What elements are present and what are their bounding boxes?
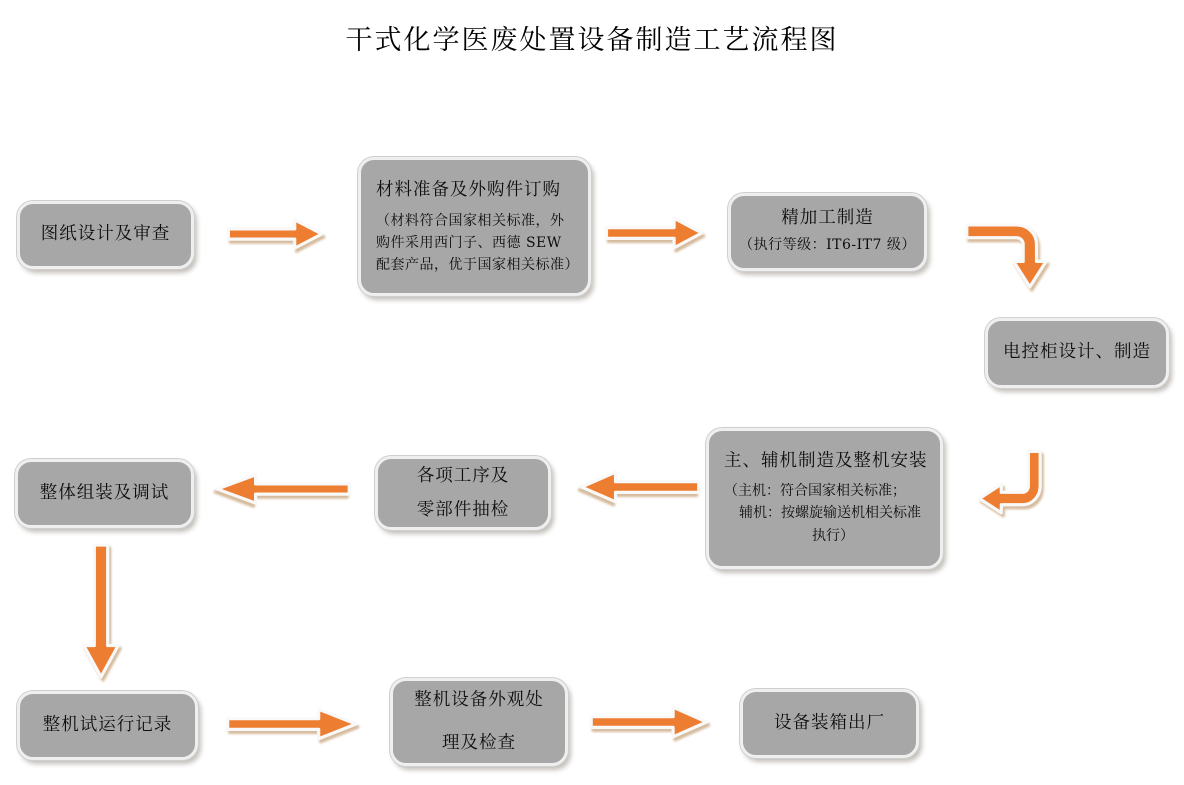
note-line-1: （主机：符合国家相关标准； (724, 482, 906, 499)
node-label: 图纸设计及审查 (40, 224, 171, 245)
node-design-review (17, 201, 194, 269)
node-note: （执行等级：IT6-IT7 级） (739, 236, 916, 253)
node-label: 设备装箱出厂 (774, 712, 885, 733)
node-label: 电控柜设计、制造 (1003, 342, 1151, 363)
label-line-1: 整机设备外观处 (414, 690, 544, 711)
node-main-aux-manufacture (706, 428, 943, 569)
node-process-sampling (375, 456, 551, 530)
node-label: 整机试运行记录 (42, 714, 173, 735)
arrow-material-to-machining-icon (603, 210, 707, 256)
label-line-1: 各项工序及 (416, 465, 510, 486)
node-label (414, 679, 544, 765)
arrow-appearance-to-packing-icon (587, 699, 713, 745)
note-line-2: 辅机：按螺旋输送机相关标准 (739, 505, 921, 522)
page-title: 干式化学医废处置设备制造工艺流程图 (345, 25, 839, 56)
arrow-sampling-to-overall-assembly-icon (210, 467, 354, 511)
arrow-assembly-to-sampling-icon (575, 464, 703, 510)
node-trial-run-record (17, 691, 198, 760)
arrow-overall-assembly-to-trial-run-icon (80, 541, 122, 683)
label-line-2: 理及检查 (442, 733, 516, 753)
node-overall-assembly (15, 459, 194, 528)
arrow-cabinet-to-assembly-icon (976, 447, 1052, 527)
node-label (417, 459, 510, 527)
node-packing-shipment (740, 689, 919, 758)
arrow-design-to-material-icon (225, 212, 327, 256)
node-control-cabinet (985, 318, 1169, 388)
arrow-machining-to-cabinet-icon (962, 214, 1048, 296)
node-label: 主、辅机制造及整机安装 (724, 451, 928, 472)
node-material-prep (358, 157, 591, 296)
node-note (724, 480, 921, 547)
node-precision-machining (728, 193, 927, 271)
node-label: 材料准备及外购件订购 (376, 179, 561, 200)
node-note: （材料符合国家相关标准，外购件采用西门子、西德 SEW 配套产品，优于国家相关标准） (376, 213, 579, 273)
node-label: 整体组装及调试 (39, 482, 170, 503)
label-line-2: 零部件抽检 (416, 500, 510, 520)
note-line-3: 执行） (812, 527, 854, 544)
node-appearance-check (390, 678, 568, 766)
node-label: 精加工制造 (781, 208, 874, 229)
arrow-trial-run-to-appearance-icon (223, 701, 363, 747)
